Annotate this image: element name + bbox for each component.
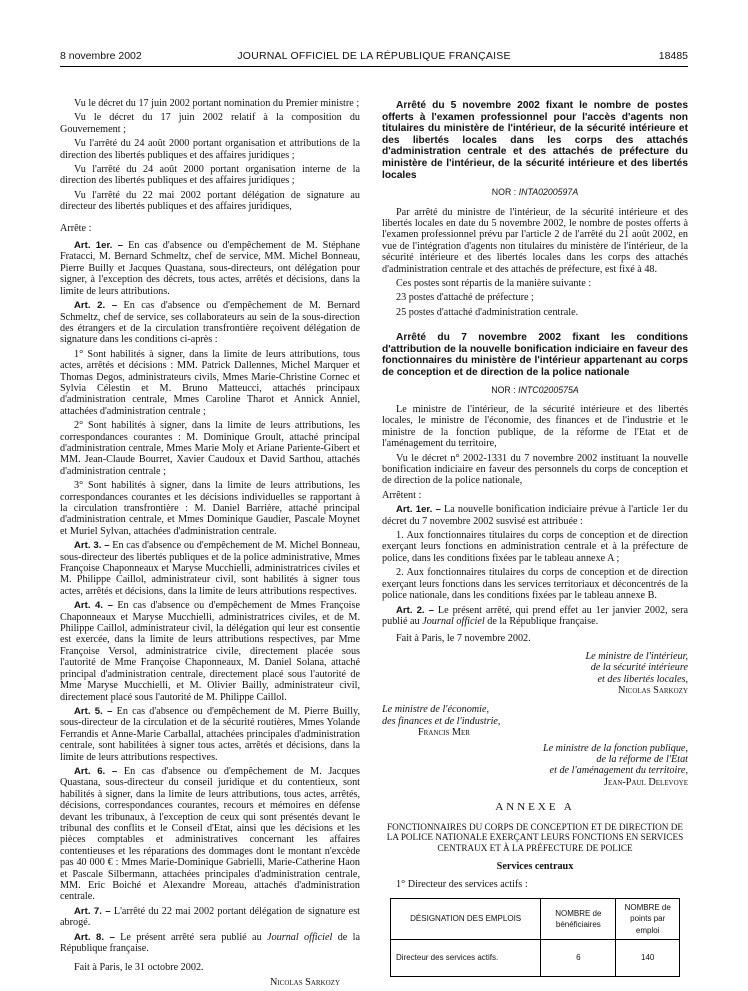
article-5-text: En cas d'absence ou d'empêchement de M. Pierre Builly, sous-directeur de la circulation et de la sécurité routières, Mmes Yolande Ferrandis et Anne-Marie Carballal, attachées principales d'administration centrale, sont habilitées à signer tous actes, arrêtés et décisions, dans la limite de leurs attributions respectives.: [60, 705, 360, 763]
sig1-line-1: Le ministre de l'intérieur,: [585, 650, 688, 662]
sig3-line-3: et de l'aménagement du territoire,: [549, 765, 688, 777]
article-4-text: En cas d'absence ou d'empêchement de Mmes Françoise Chaponneaux et Maryse Mucchielli, administratrices civiles, et de M. Philippe Caillol, administrateur civil, la délégation qui leur est consentie est exercée, dans la limite de leurs attributions respectives, par Mme Françoise Versol, administratrice civile, directement placée sous l'autorité de Mme Françoise Chaponneaux, M. Daniel Solana, attaché principal d'administration centrale, directement placé sous l'autorité de Mme Maryse Mucchielli, et M. Olivier Bailly, administrateur civil, directement placé sous l'autorité de M. Philippe Caillol.: [60, 600, 360, 703]
arrete-2-fait: Fait à Paris, le 7 novembre 2002.: [396, 633, 531, 645]
article-1-label: Art. 1er. –: [74, 240, 123, 252]
vu-4: Vu l'arrêté du 24 août 2000 portant organisation interne de la direction des libertés publiques et des affaires juridiques ;: [60, 164, 360, 187]
sig3-line-2: de la réforme de l'Etat: [596, 753, 688, 765]
table-header-row: [391, 898, 680, 939]
arrete-2-article-1-label: Art. 1er. –: [396, 504, 441, 516]
arrete-1-text: Par arrêté du ministre de l'intérieur, de la sécurité intérieure et des libertés locales en date du 5 novembre 2002, le nombre de postes offerts à l'examen professionnel prévu par l'article 2 de l'arrêté du 21 août 2002, en vue de l'intégration d'agents non titulaires du ministère de l'intérieur, de la sécurité intérieure et des libertés locales dans les corps des attachés d'administration centrale et des attachés de préfecture, est fixé à 48.: [382, 206, 688, 275]
article-2-item-2: 2° Sont habilités à signer, dans la limite de leurs attributions, les correspondances courantes : M. Dominique Groult, attaché principal d'administration centrale, Mmes Marie Moly et Ariane Pariente-Gibert et MM. Jean-Claude Bourret, Xavier Caudoux et David Sarthou, attachés d'administration centrale ;: [60, 420, 360, 477]
article-6-text: En cas d'absence ou d'empêchement de M. Jacques Quastana, sous-directeur du conseil juridique et du contentieux, sont habilités à signer, dans la limite de leurs attributions, tous actes, arrêtés, décisions, correspondances courantes, recours et mémoires en défense devant les tribunaux, à l'exception de ceux qui sont présentés devant le tribunal des conflits et le Conseil d'Etat, ainsi que les décisions et les pièces comptables et administratives concernant les affaires contentieuses et les réparations des dommages dont le montant n'excède pas 40 000 € : Mmes Marie-Dominique Gabrielli, Marie-Catherine Haon et Pascale Silbermann, attachées principales d'administration centrale, MM. Eric Boiché et Alexandre Moreau, attachés d'administration centrale.: [60, 765, 360, 903]
arrete-2-article-2-text-b: de la République française.: [487, 615, 599, 627]
table-cell-designation: Directeur des services actifs.: [391, 940, 541, 977]
signature-name: Nicolas Sarkozy: [269, 976, 340, 988]
sig3-line-1: Le ministre de la fonction publique,: [542, 742, 688, 754]
article-2: [60, 300, 360, 346]
table-row: [391, 940, 680, 977]
arrete-1-centrale: 25 postes d'attaché d'administration centrale.: [396, 306, 579, 318]
annex-title: ANNEXE A: [495, 801, 575, 814]
article-7-text: L'arrêté du 22 mai 2002 portant délégation de signature est abrogé.: [60, 905, 360, 929]
page-header: [60, 50, 688, 64]
arrete-2-article-1-item-2: 2. Aux fonctionnaires titulaires du corps de conception et de direction exerçant leurs fonctions dans les services territoriaux et déconcentrés de la police nationale, dans les conditions fixées par le tableau annexe B.: [382, 567, 688, 602]
arrete-1-nor: [382, 187, 688, 198]
signature-interieur: [382, 651, 688, 697]
arrete-1-prefecture: 23 postes d'attaché de préfecture ;: [396, 292, 534, 304]
article-2-item-3: 3° Sont habilités à signer, dans la limite de leurs attributions, les correspondances courantes et les décisions individuelles se rapportant à la circulation transfrontière : M. Daniel Barrière, attaché principal d'administration centrale, et Mmes Dominique Gaudier, Pascale Moynet et Muriel Sylvan, attachées d'administration centrale.: [60, 480, 360, 537]
arrete-2-article-1-text: La nouvelle bonification indiciaire prévue à l'article 1er du décret du 7 novembre 2002 susvisé est attribuée :: [382, 504, 688, 527]
article-8: [60, 932, 360, 955]
arrete-1-repartition: Ces postes sont répartis de la manière suivante :: [396, 278, 592, 289]
signature-economie: [382, 704, 688, 738]
journal-officiel-2: Journal officiel: [422, 615, 485, 627]
annex-subtitle: FONCTIONNAIRES DU CORPS DE CONCEPTION ET DE DIRECTION DE LA POLICE NATIONALE EXERÇANT LEURS FONCTIONS EN SERVICES CENTRAUX ET À LA PRÉFECTURE DE POLICE: [386, 821, 684, 853]
article-2-label: Art. 2. –: [74, 300, 118, 312]
article-5-label: Art. 5. –: [74, 705, 113, 717]
left-column: [60, 98, 360, 991]
article-8-text-b: de la République française.: [60, 931, 360, 955]
arrete-2-article-2: [382, 605, 688, 628]
sig2-line-2: des finances et de l'industrie,: [382, 715, 501, 727]
table-header-beneficiaires: NOMBRE de bénéficiaires: [541, 898, 616, 939]
sig2-name: Francis Mer: [418, 727, 470, 739]
article-6: [60, 766, 360, 903]
sig2-line-1: Le ministre de l'économie,: [382, 704, 490, 716]
arrete-2-ministres: Le ministre de l'intérieur, de la sécurité intérieure et des libertés locales, le ministre de l'économie, des finances et de l'industrie et le ministre de la fonction publique, de la réforme de l'Etat et de l'aménagement du territoire,: [382, 404, 688, 450]
journal-officiel: Journal officiel: [267, 931, 333, 943]
article-4-label: Art. 4. –: [74, 600, 113, 612]
vu-3: Vu l'arrêté du 24 août 2000 portant organisation et attributions de la direction des libertés publiques et des affaires juridiques ;: [60, 138, 360, 161]
article-7: [60, 906, 360, 929]
arrete-2-nor-label: NOR :: [491, 384, 516, 395]
article-1-text: En cas d'absence ou d'empêchement de M. Stéphane Fratacci, M. Bernard Schmeltz, chef de service, MM. Michel Bonneau, Pierre Builly et Jacques Quastana, sous-directeurs, ont délégation pour signer, à l'exception des décrets, tous actes, arrêtés et décisions, dans la limite de leurs attributions.: [60, 240, 361, 297]
vu-1: Vu le décret du 17 juin 2002 portant nomination du Premier ministre ;: [74, 98, 360, 109]
arrete-1-nor-label: NOR :: [491, 187, 517, 198]
article-8-text-a: Le présent arrêté sera publié au: [120, 931, 262, 943]
header-title: JOURNAL OFFICIEL DE LA RÉPUBLIQUE FRANÇAISE: [237, 50, 511, 62]
arretent-heading: Arrêtent :: [382, 489, 422, 501]
sig1-line-3: et des libertés locales,: [597, 673, 688, 685]
arrete-2-article-2-label: Art. 2. –: [396, 604, 434, 616]
arrete-1-nor-code: INTA0200597A: [518, 187, 579, 198]
article-2-text: En cas d'absence ou d'empêchement de M. Bernard Schmeltz, chef de service, ses collaborateurs au sein de la sous-direction des étrangers et de la circulation transfrontière reçoivent délégation de signature dans les conditions ci-après :: [60, 300, 360, 346]
right-column: [382, 100, 688, 977]
sig1-name: Nicolas Sarkozy: [617, 684, 688, 696]
services-line: 1° Directeur des services actifs :: [396, 878, 528, 890]
table-header-points: NOMBRE de points par emploi: [616, 898, 680, 939]
arrete-2-article-1: [382, 504, 688, 527]
services-centraux-title: Services centraux: [496, 861, 574, 873]
header-date: 8 novembre 2002: [60, 50, 142, 62]
nbi-table: [390, 898, 680, 977]
article-7-label: Art. 7. –: [74, 905, 111, 917]
arrete-1-title: Arrêté du 5 novembre 2002 fixant le nombre de postes offerts à l'examen professionnel pour l'accès d'agents non titulaires du ministère de l'intérieur, de la sécurité intérieure et des libertés locales dans les corps des attachés d'administration centrale et des attachés de préfecture du ministère de l'intérieur, de la sécurité intérieure et des libertés locales: [382, 100, 688, 181]
vu-5: Vu l'arrêté du 22 mai 2002 portant délégation de signature au directeur des libertés publiques et des affaires juridiques,: [60, 189, 360, 213]
article-3-label: Art. 3. –: [74, 540, 110, 552]
arrete-2-article-1-item-1: 1. Aux fonctionnaires titulaires du corps de conception et de direction exerçant leurs fonctions en administration centrale et à la préfecture de police, dans les conditions fixées par le tableau annexe A ;: [382, 530, 688, 564]
fait-a-paris: Fait à Paris, le 31 octobre 2002.: [74, 962, 204, 974]
article-8-label: Art. 8. –: [74, 931, 115, 943]
table-cell-beneficiaires: 6: [541, 940, 616, 977]
sig3-name: Jean-Paul Delevoye: [604, 776, 688, 788]
arrete-heading: Arrête :: [60, 222, 92, 234]
header-rule: [60, 66, 688, 67]
article-1: [60, 240, 360, 297]
article-5: [60, 706, 360, 763]
article-3-text: En cas d'absence ou d'empêchement de M. Michel Bonneau, sous-directeur des libertés publiques et de la police administrative, Mmes Françoise Chaponneaux et Maryse Mucchielli, administratrices civiles et M. Philippe Caillol, administrateur civil, sont habilités à signer tous actes, arrêtés et décisions, dans la limite de leurs attributions respectives.: [60, 540, 360, 597]
arrete-2-vu: Vu le décret n° 2002-1331 du 7 novembre 2002 instituant la nouvelle bonification indiciaire en faveur des personnels du corps de conception et de direction de la police nationale,: [382, 452, 688, 487]
article-4: [60, 600, 360, 703]
arrete-2-article-2-text-a: Le présent arrêté, qui prend effet au 1er janvier 2002, sera publié au: [382, 604, 689, 627]
article-2-item-1: 1° Sont habilités à signer, dans la limite de leurs attributions, tous actes, arrêtés et décisions : MM. Patrick Dallennes, Michel Marquer et Thomas Degos, administrateurs civils, Mmes Marie-Christine Cornec et Sylvia Célestin et M. Bruno Matteucci, attachés principaux d'administration centrale, Mmes Caroline Tharot et Annick Anniel, attachées d'administration centrale ;: [60, 348, 360, 417]
article-6-label: Art. 6. –: [74, 765, 118, 777]
article-3: [60, 540, 360, 597]
sig1-line-2: de la sécurité intérieure: [590, 662, 688, 674]
table-header-designation: DÉSIGNATION DES EMPLOIS: [391, 898, 541, 939]
arrete-2-nor-code: INTC0200575A: [518, 384, 579, 395]
arrete-2-title: Arrêté du 7 novembre 2002 fixant les conditions d'attribution de la nouvelle bonification indiciaire en faveur des fonctionnaires du ministère de l'intérieur appartenant au corps de conception et de direction de la police nationale: [382, 332, 688, 378]
vu-2: Vu le décret du 17 juin 2002 relatif à la composition du Gouvernement ;: [60, 112, 360, 135]
signature-fonction-publique: [382, 743, 688, 789]
page-number: 18485: [658, 50, 688, 62]
table-cell-points: 140: [616, 940, 680, 977]
arrete-2-nor: [382, 385, 688, 396]
